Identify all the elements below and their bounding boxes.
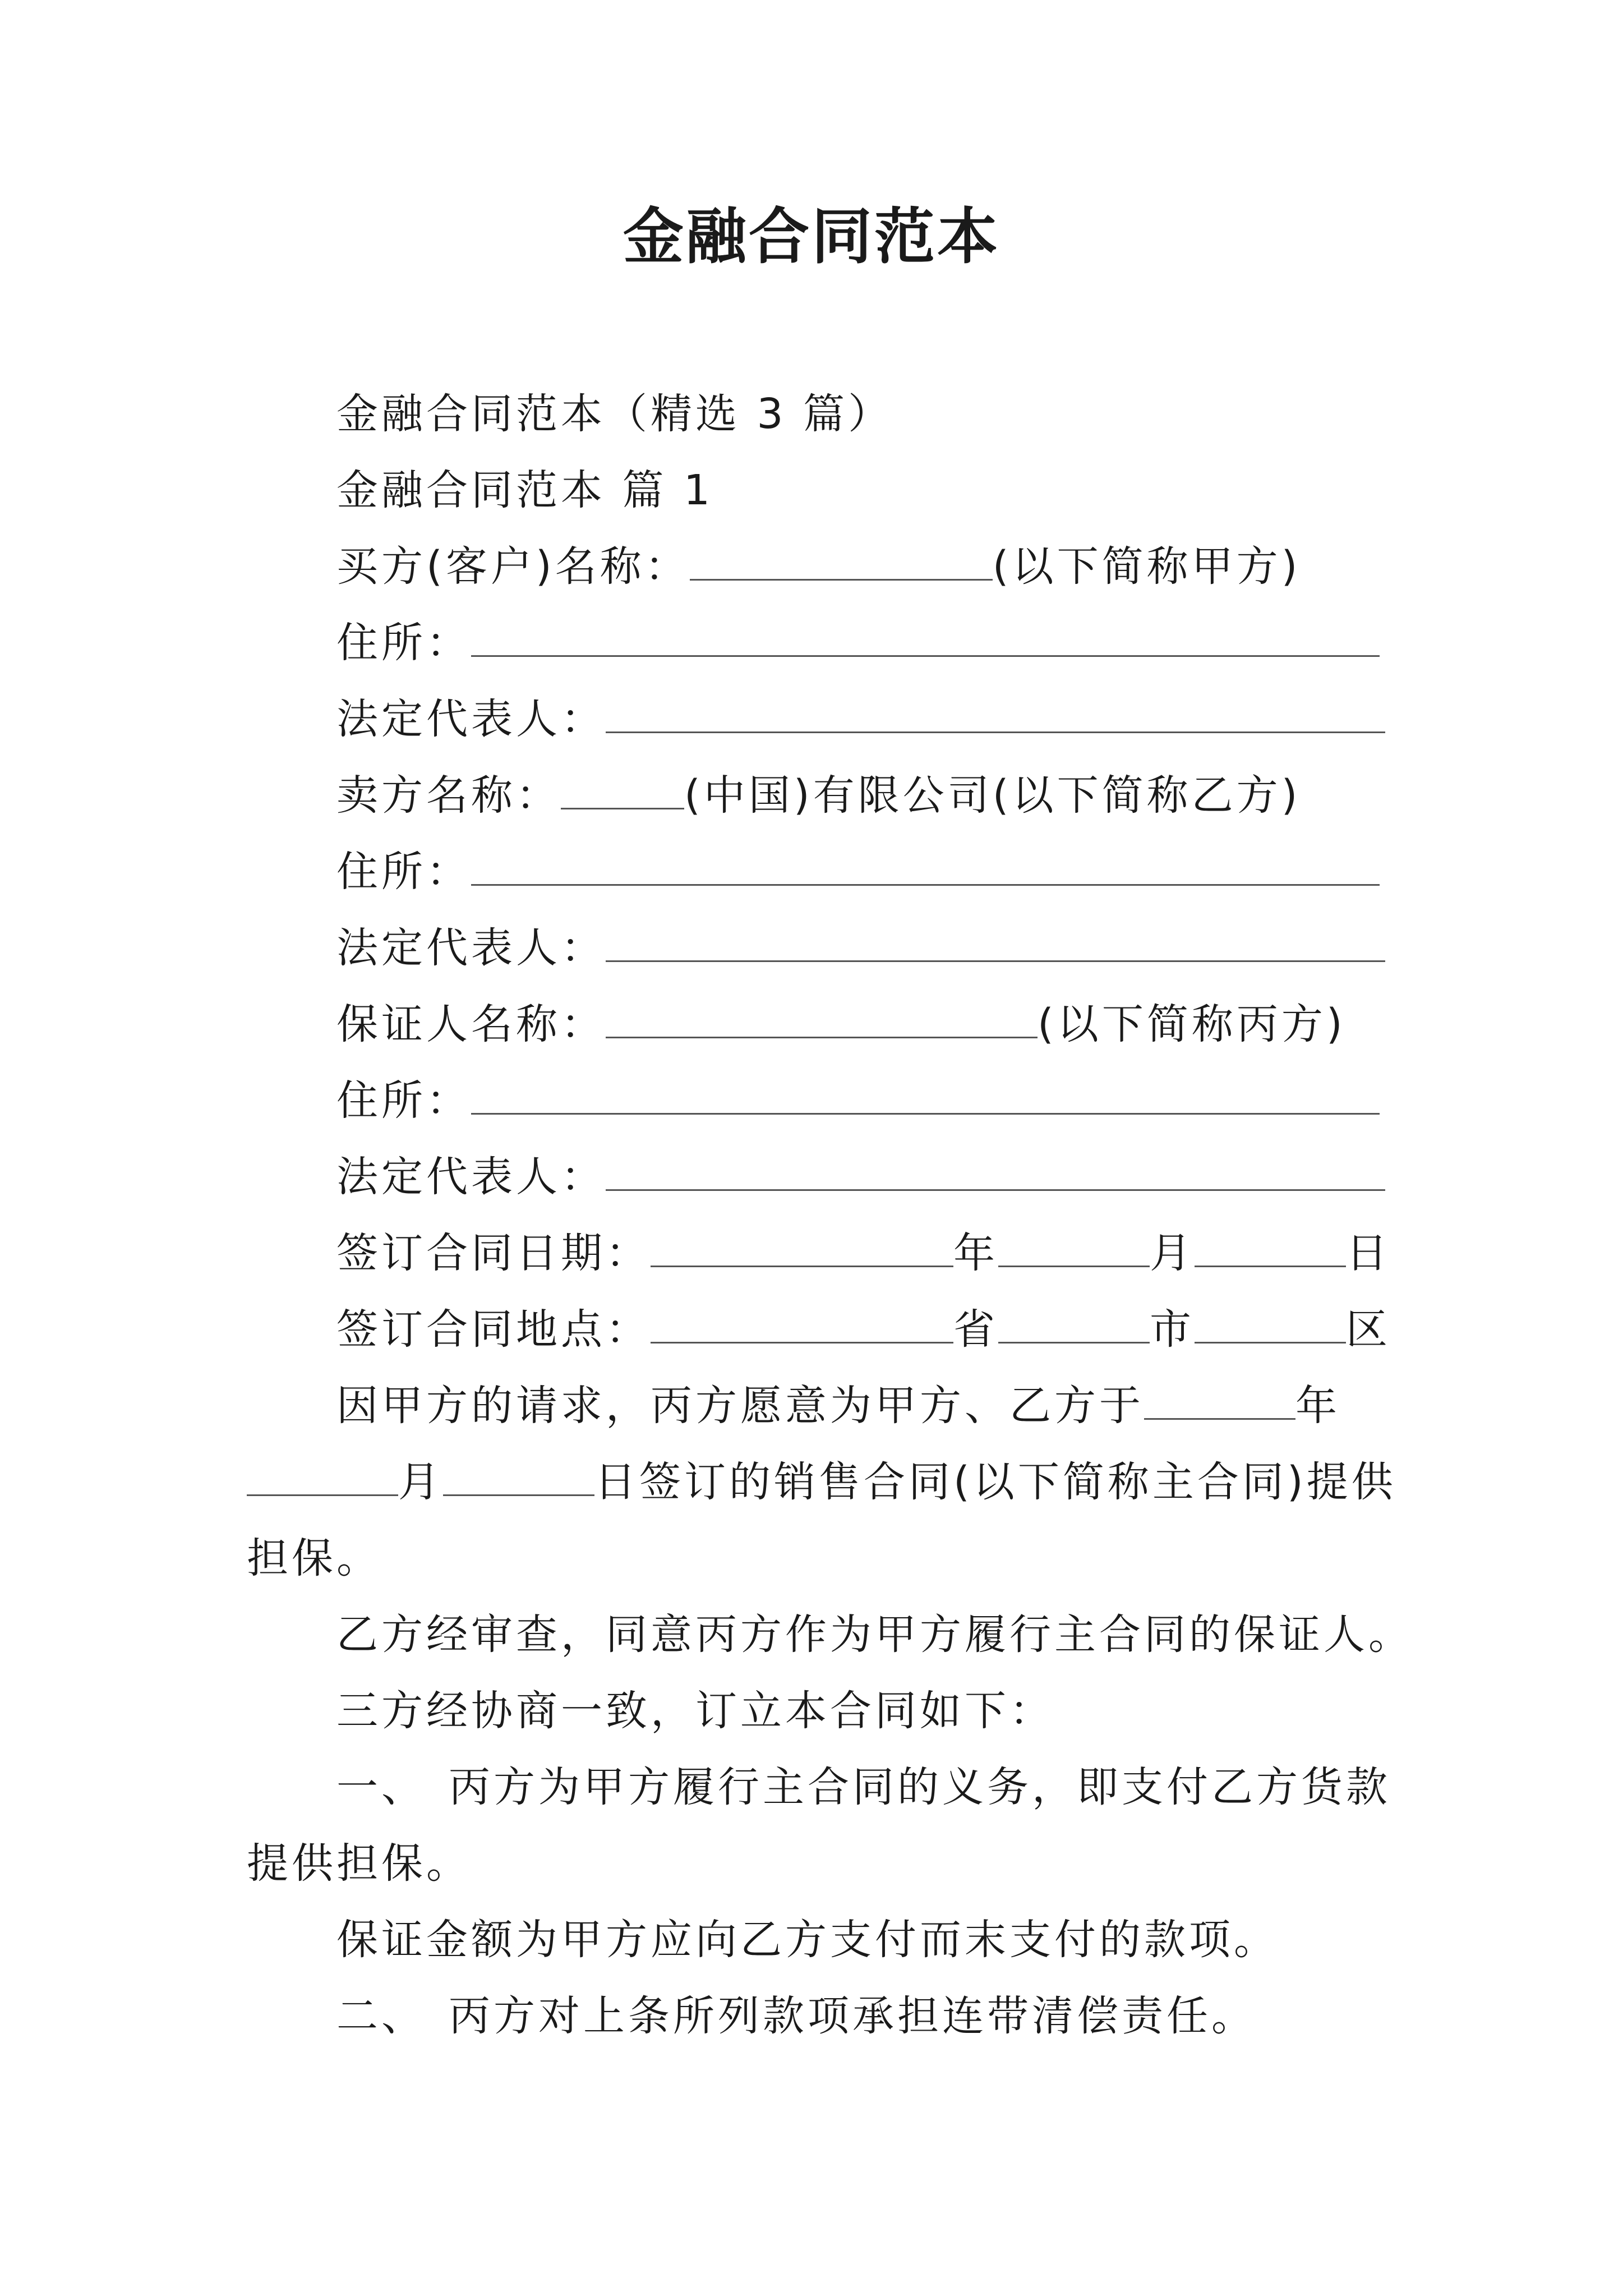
buyer-name-label: 买方(客户)名称： [336,542,690,591]
p1-month-blank [247,1455,398,1496]
buyer-address-blank [471,616,1380,657]
clause-2 [336,1988,1256,2044]
buyer-address-row [336,615,1380,671]
sign-date-row [336,1225,1391,1281]
sign-day-blank [1195,1226,1346,1267]
seller-rep-label: 法定代表人： [336,924,606,972]
buyer-name-row [336,539,1301,595]
paragraph-1-text-a: 因甲方的请求，丙方愿意为甲方、乙方于 [336,1382,1144,1430]
seller-address-row [336,844,1380,900]
sign-month-unit: 月 [1150,1229,1195,1277]
seller-name-label: 卖方名称： [336,771,561,820]
section-heading: 金融合同范本 篇 1 [336,466,714,514]
guarantor-name-blank [606,997,1038,1038]
buyer-rep-label: 法定代表人： [336,695,606,743]
clause-2-number: 二、 [336,1992,426,2040]
seller-name-row [336,767,1301,823]
seller-rep-row [336,920,1385,976]
sign-month-blank [998,1226,1150,1267]
p1-day-blank [443,1455,594,1496]
p1-year-blank [1144,1379,1295,1420]
sign-place-label: 签订合同地点： [336,1305,651,1354]
clause-1-line-1 [336,1759,1391,1815]
paragraph-1-text-b: 日签订的销售合同(以下简称主合同)提供 [594,1458,1396,1506]
buyer-rep-blank [606,692,1385,733]
seller-name-suffix: (中国)有限公司(以下简称乙方) [684,771,1301,820]
paragraph-4: 保证金额为甲方应向乙方支付而末支付的款项。 [336,1916,1279,1964]
paragraph-2: 乙方经审查，同意丙方作为甲方履行主合同的保证人。 [336,1611,1413,1659]
subtitle: 金融合同范本（精选 3 篇） [336,390,893,438]
paragraph-1-line-2 [247,1454,1396,1510]
guarantor-address-blank [471,1074,1380,1115]
guarantor-rep-row [336,1149,1385,1205]
sign-place-row [336,1301,1391,1358]
guarantor-name-row [336,996,1346,1052]
sign-day-unit: 日 [1346,1229,1391,1277]
guarantor-address-row [336,1073,1380,1129]
clause-1-number: 一、 [336,1763,426,1811]
guarantor-rep-label: 法定代表人： [336,1153,606,1201]
clause-1-text-a: 丙方为甲方履行主合同的义务，即支付乙方货款 [449,1763,1391,1811]
seller-address-label: 住所： [336,848,471,896]
p1-month-unit: 月 [398,1458,443,1506]
p1-year-unit: 年 [1295,1382,1340,1430]
buyer-address-label: 住所： [336,619,471,667]
seller-address-blank [471,845,1380,886]
sign-district-unit: 区 [1346,1305,1391,1354]
buyer-name-suffix: (以下简称甲方) [992,542,1301,591]
seller-name-blank [561,769,684,809]
clause-1-line-2: 提供担保。 [247,1839,471,1888]
sign-year-blank [651,1226,953,1267]
sign-date-label: 签订合同日期： [336,1229,651,1277]
paragraph-3: 三方经协商一致，订立本合同如下： [336,1687,1054,1735]
buyer-rep-row [336,691,1385,747]
buyer-name-blank [690,540,993,581]
paragraph-1-line-3: 担保。 [247,1534,381,1582]
paragraph-1-line-1 [336,1378,1340,1434]
sign-city-unit: 市 [1150,1305,1195,1354]
guarantor-rep-blank [606,1150,1385,1191]
sign-province-blank [651,1303,953,1343]
guarantor-address-label: 住所： [336,1076,471,1125]
clause-2-text: 丙方对上条所列款项承担连带清偿责任。 [449,1992,1256,2040]
guarantor-name-label: 保证人名称： [336,1000,606,1048]
sign-district-blank [1195,1303,1346,1343]
sign-city-blank [998,1303,1150,1343]
guarantor-name-suffix: (以下简称丙方) [1038,1000,1346,1048]
sign-province-unit: 省 [953,1305,998,1354]
seller-rep-blank [606,921,1385,962]
sign-year-unit: 年 [953,1229,998,1277]
document-title: 金融合同范本 [623,201,1000,272]
